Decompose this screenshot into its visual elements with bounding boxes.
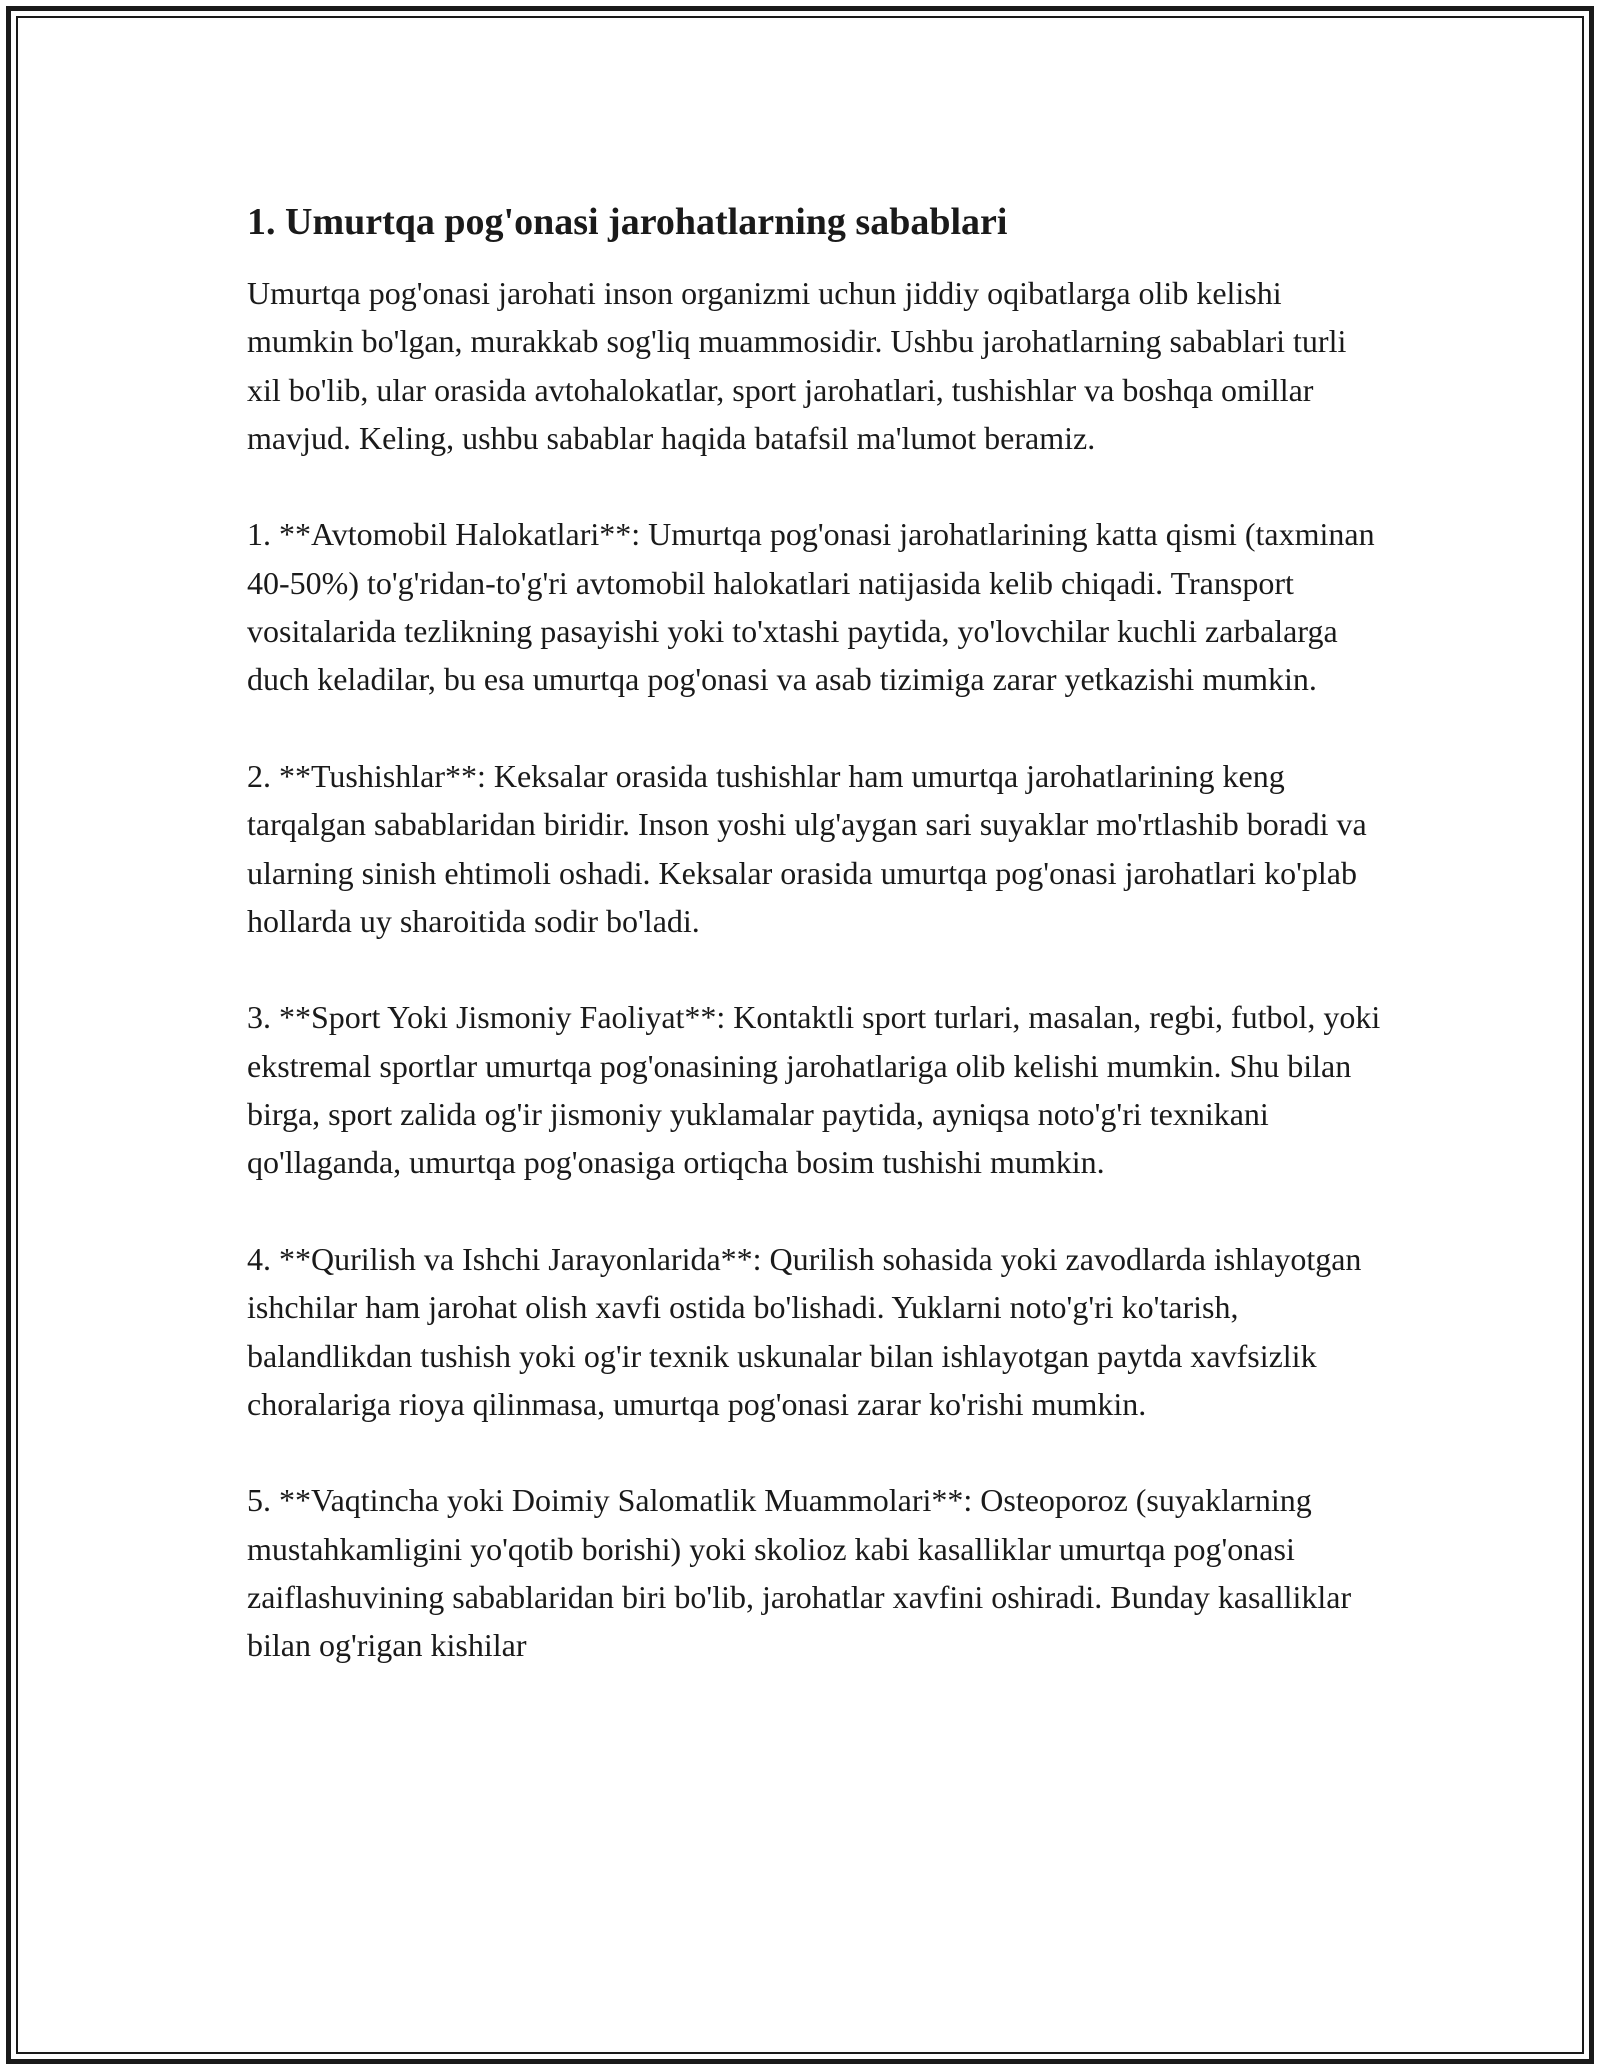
page-frame — [6, 6, 1594, 2064]
paragraph-health-problems: 5. **Vaqtincha yoki Doimiy Salomatlik Muammolari**: Osteoporoz (suyaklarning mustahkamligini yo'qotib borishi) yoki skolioz kabi kasalliklar umurtqa pog'onasi zaiflashuvining sabablaridan biri bo'lib, jarohatlar xavfini oshiradi. Bunday kasalliklar bilan og'rigan kishilar — [247, 1482, 1352, 1664]
paragraph-sports: 3. **Sport Yoki Jismoniy Faoliyat**: Kontaktli sport turlari, masalan, regbi, futbol, yoki ekstremal sportlar umurtqa pog'onasining jarohatlariga olib kelishi mumkin. Shu bilan birga, sport zalida og'ir jismoniy yuklamalar paytida, ayniqsa noto'g'ri texnikani qo'llaganda, umurtqa pog'onasiga ortiqcha bosim tushishi mumkin. — [247, 999, 1381, 1181]
document-body — [247, 197, 1387, 1670]
intro-paragraph: Umurtqa pog'onasi jarohati inson organizmi uchun jiddiy oqibatlarga olib kelishi mumkin bo'lgan, murakkab sog'liq muammosidir. Ushbu jarohatlarning sabablari turli xil bo'lib, ular orasida avtohalokatlar, sport jarohatlari, tushishlar va boshqa omillar mavjud. Keling, ushbu sabablar haqida batafsil ma'lumot beramiz. — [247, 275, 1347, 456]
paragraph-car-accidents: 1. **Avtomobil Halokatlari**: Umurtqa pog'onasi jarohatlarining katta qismi (taxminan 40-50%) to'g'ridan-to'g'ri avtomobil halokatlari natijasida kelib chiqadi. Transport vositalarida tezlikning pasayishi yoki to'xtashi paytida, yo'lovchilar kuchli zarbalarga duch keladilar, bu esa umurtqa pog'onasi va asab tizimiga zarar yetkazishi mumkin. — [247, 516, 1375, 698]
document-title: 1. Umurtqa pog'onasi jarohatlarning sabablari — [247, 201, 1008, 243]
paragraph-falls: 2. **Tushishlar**: Keksalar orasida tushishlar ham umurtqa jarohatlarining keng tarqalgan sabablaridan biridir. Inson yoshi ulg'aygan sari suyaklar mo'rtlashib boradi va ularning sinish ehtimoli oshadi. Keksalar orasida umurtqa pog'onasi jarohatlari ko'plab hollarda uy sharoitida sodir bo'ladi. — [247, 757, 1367, 939]
paragraph-construction: 4. **Qurilish va Ishchi Jarayonlarida**: Qurilish sohasida yoki zavodlarda ishlayotgan ishchilar ham jarohat olish xavfi ostida bo'lishadi. Yuklarni noto'g'ri ko'tarish, balandlikdan tushish yoki og'ir texnik uskunalar bilan ishlayotgan paytda xavfsizlik choralariga rioya qilinmasa, umurtqa pog'onasi zarar ko'rishi mumkin. — [247, 1240, 1362, 1422]
